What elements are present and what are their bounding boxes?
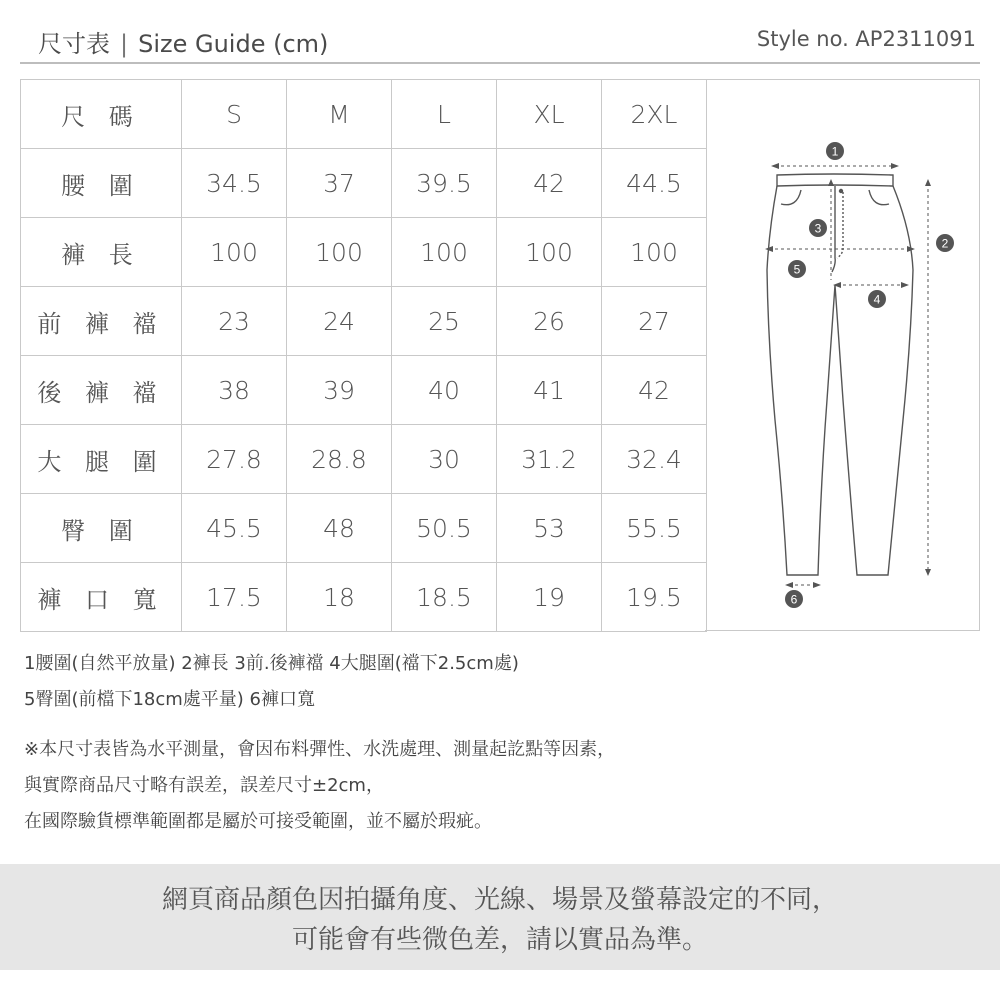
- banner-line: 可能會有些微色差，請以實品為準。: [291, 925, 708, 955]
- arrow-icon: [828, 179, 834, 186]
- notes-section: [24, 650, 974, 844]
- pants-waistband: [777, 174, 893, 186]
- table-cell: 28.8: [287, 425, 392, 494]
- arrow-icon: [925, 179, 931, 186]
- table-cell: 19: [497, 563, 602, 632]
- table-cell: 100: [602, 218, 707, 287]
- disclaimer-line: ※本尺寸表皆為水平測量，會因布料彈性、水洗處理、測量起訖點等因素，: [24, 739, 616, 760]
- table-row: [21, 149, 707, 218]
- table-cell: 27: [602, 287, 707, 356]
- arrow-icon: [771, 163, 779, 169]
- size-header-cell: S: [182, 80, 287, 149]
- table-cell: 45.5: [182, 494, 287, 563]
- row-label-cell: 後 褲 襠: [21, 356, 182, 425]
- table-cell: 40: [392, 356, 497, 425]
- arrow-icon: [813, 582, 821, 588]
- table-cell: 100: [287, 218, 392, 287]
- table-cell: 50.5: [392, 494, 497, 563]
- table-cell: 39: [287, 356, 392, 425]
- table-cell: 44.5: [602, 149, 707, 218]
- table-row: [21, 563, 707, 632]
- title-en: Size Guide (cm): [138, 30, 329, 58]
- table-cell: 17.5: [182, 563, 287, 632]
- row-label-cell: 大 腿 圍: [21, 425, 182, 494]
- marker-1-label: 1: [831, 144, 839, 159]
- marker-5: [788, 260, 806, 278]
- disclaimer-line: 在國際驗貨標準範圍都是屬於可接受範圍，並不屬於瑕疵。: [24, 811, 492, 832]
- table-cell: 55.5: [602, 494, 707, 563]
- disclaimer-line: 與實際商品尺寸略有誤差，誤差尺寸±2cm，: [24, 775, 384, 796]
- table-cell: 24: [287, 287, 392, 356]
- table-header-row: [21, 80, 707, 149]
- row-label-cell: 前 褲 襠: [21, 287, 182, 356]
- size-table: [20, 79, 707, 632]
- pants-diagram-svg: [705, 80, 980, 632]
- table-cell: 30: [392, 425, 497, 494]
- row-label-cell: 褲 長: [21, 218, 182, 287]
- table-cell: 19.5: [602, 563, 707, 632]
- pants-outline: [767, 186, 913, 575]
- size-header-cell: 2XL: [602, 80, 707, 149]
- legend-line: 1腰圍(自然平放量) 2褲長 3前.後褲襠 4大腿圍(襠下2.5cm處): [24, 653, 519, 674]
- notes-spacer: [24, 722, 974, 736]
- color-disclaimer-banner: [0, 864, 1000, 970]
- table-cell: 42: [497, 149, 602, 218]
- arrow-icon: [785, 582, 793, 588]
- legend-line: 5臀圍(前檔下18cm處平量) 6褲口寬: [24, 689, 316, 710]
- table-cell: 100: [182, 218, 287, 287]
- row-label-cell: 褲 口 寬: [21, 563, 182, 632]
- table-cell: 23: [182, 287, 287, 356]
- pants-fly: [832, 186, 835, 272]
- table-cell: 18: [287, 563, 392, 632]
- header-label-cell: 尺 碼: [21, 80, 182, 149]
- table-row: [21, 218, 707, 287]
- page-header: [20, 24, 980, 64]
- marker-5-label: 5: [793, 262, 801, 277]
- table-cell: 31.2: [497, 425, 602, 494]
- table-cell: 41: [497, 356, 602, 425]
- marker-2: [936, 234, 954, 252]
- marker-3: [809, 219, 827, 237]
- table-cell: 25: [392, 287, 497, 356]
- table-row: [21, 287, 707, 356]
- marker-2-label: 2: [941, 236, 949, 251]
- marker-6: [785, 590, 803, 608]
- size-header-cell: L: [392, 80, 497, 149]
- table-row: [21, 425, 707, 494]
- arrow-icon: [891, 163, 899, 169]
- table-cell: 100: [497, 218, 602, 287]
- table-cell: 18.5: [392, 563, 497, 632]
- banner-line: 網頁商品顏色因拍攝角度、光線、場景及螢幕設定的不同，: [161, 885, 838, 915]
- arrow-icon: [901, 282, 909, 288]
- pants-left-pocket: [781, 190, 801, 205]
- table-cell: 38: [182, 356, 287, 425]
- table-row: [21, 356, 707, 425]
- table-cell: 26: [497, 287, 602, 356]
- style-number: Style no. AP2311091: [756, 27, 976, 51]
- table-cell: 27.8: [182, 425, 287, 494]
- arrow-icon: [925, 569, 931, 576]
- waist-button-icon: [839, 189, 843, 193]
- marker-6-label: 6: [790, 592, 798, 607]
- table-cell: 42: [602, 356, 707, 425]
- size-header-cell: XL: [497, 80, 602, 149]
- table-cell: 39.5: [392, 149, 497, 218]
- marker-4: [868, 290, 886, 308]
- pants-right-pocket: [869, 190, 889, 205]
- table-cell: 53: [497, 494, 602, 563]
- title-zh: 尺寸表: [38, 30, 110, 58]
- title-separator: |: [120, 30, 129, 58]
- row-label-cell: 腰 圍: [21, 149, 182, 218]
- pants-fly-stitch: [837, 192, 843, 258]
- table-cell: 32.4: [602, 425, 707, 494]
- pants-diagram: [705, 79, 980, 631]
- marker-4-label: 4: [873, 292, 881, 307]
- size-header-cell: M: [287, 80, 392, 149]
- row-label-cell: 臀 圍: [21, 494, 182, 563]
- marker-3-label: 3: [814, 221, 822, 236]
- header-divider: [20, 62, 980, 64]
- table-row: [21, 494, 707, 563]
- table-cell: 37: [287, 149, 392, 218]
- table-cell: 100: [392, 218, 497, 287]
- marker-1: [826, 142, 844, 160]
- page-title: [38, 24, 328, 59]
- table-cell: 34.5: [182, 149, 287, 218]
- table-cell: 48: [287, 494, 392, 563]
